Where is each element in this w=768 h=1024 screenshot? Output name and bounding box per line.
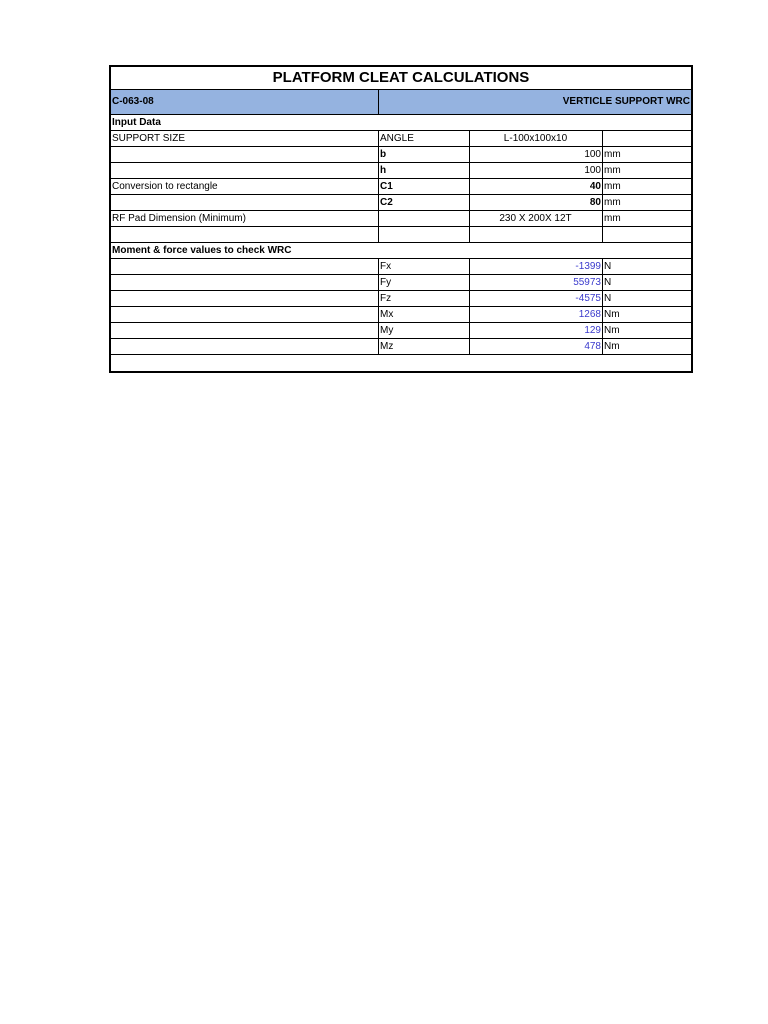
- row-support-size: [111, 131, 691, 147]
- document-subject: VERTICLE SUPPORT WRC: [562, 96, 690, 107]
- moment-name: My: [379, 323, 470, 338]
- param-value: 100: [470, 163, 603, 178]
- param-value: 80: [470, 195, 603, 210]
- force-name: Fz: [379, 291, 470, 306]
- moment-name: Mz: [379, 339, 470, 354]
- document-number: C-063-08: [111, 90, 379, 114]
- row-fz: [111, 291, 691, 307]
- moment-value: 478: [470, 339, 603, 354]
- support-type: ANGLE: [379, 131, 470, 146]
- rf-pad-value: 230 X 200X 12T: [470, 211, 603, 226]
- conversion-label: Conversion to rectangle: [111, 179, 379, 194]
- param-name: h: [379, 163, 470, 178]
- row-b: [111, 147, 691, 163]
- section-moment-force: Moment & force values to check WRC: [111, 243, 691, 259]
- row-mz: [111, 339, 691, 355]
- force-name: Fy: [379, 275, 470, 290]
- row-h: [111, 163, 691, 179]
- row-mx: [111, 307, 691, 323]
- support-size-value: L-100x100x10: [470, 131, 603, 146]
- row-c2: [111, 195, 691, 211]
- section-input-data: Input Data: [111, 115, 691, 131]
- sheet-title: PLATFORM CLEAT CALCULATIONS: [111, 67, 691, 90]
- row-rf-pad: [111, 211, 691, 227]
- row-fy: [111, 275, 691, 291]
- param-unit: mm: [604, 181, 621, 192]
- param-unit: mm: [604, 165, 621, 176]
- reference-row: [111, 90, 691, 115]
- param-name: C1: [379, 179, 470, 194]
- param-value: 100: [470, 147, 603, 162]
- force-unit: N: [604, 261, 612, 272]
- force-value: 55973: [470, 275, 603, 290]
- moment-name: Mx: [379, 307, 470, 322]
- calculation-sheet: [109, 65, 693, 373]
- moment-unit: Nm: [604, 309, 620, 320]
- rf-pad-unit: mm: [604, 213, 621, 224]
- force-value: -1399: [470, 259, 603, 274]
- support-size-unit: [603, 131, 691, 146]
- row-c1: [111, 179, 691, 195]
- param-unit: mm: [604, 149, 621, 160]
- param-name: C2: [379, 195, 470, 210]
- row-fx: [111, 259, 691, 275]
- force-unit: N: [604, 277, 612, 288]
- param-unit: mm: [604, 197, 621, 208]
- moment-value: 1268: [470, 307, 603, 322]
- param-name: b: [379, 147, 470, 162]
- row-blank: [111, 227, 691, 243]
- moment-unit: Nm: [604, 325, 620, 336]
- row-final-blank: [111, 355, 691, 371]
- moment-value: 129: [470, 323, 603, 338]
- param-value: 40: [470, 179, 603, 194]
- force-name: Fx: [379, 259, 470, 274]
- row-my: [111, 323, 691, 339]
- support-size-label: SUPPORT SIZE: [111, 131, 379, 146]
- force-unit: N: [604, 293, 612, 304]
- rf-pad-label: RF Pad Dimension (Minimum): [111, 211, 379, 226]
- moment-unit: Nm: [604, 341, 620, 352]
- force-value: -4575: [470, 291, 603, 306]
